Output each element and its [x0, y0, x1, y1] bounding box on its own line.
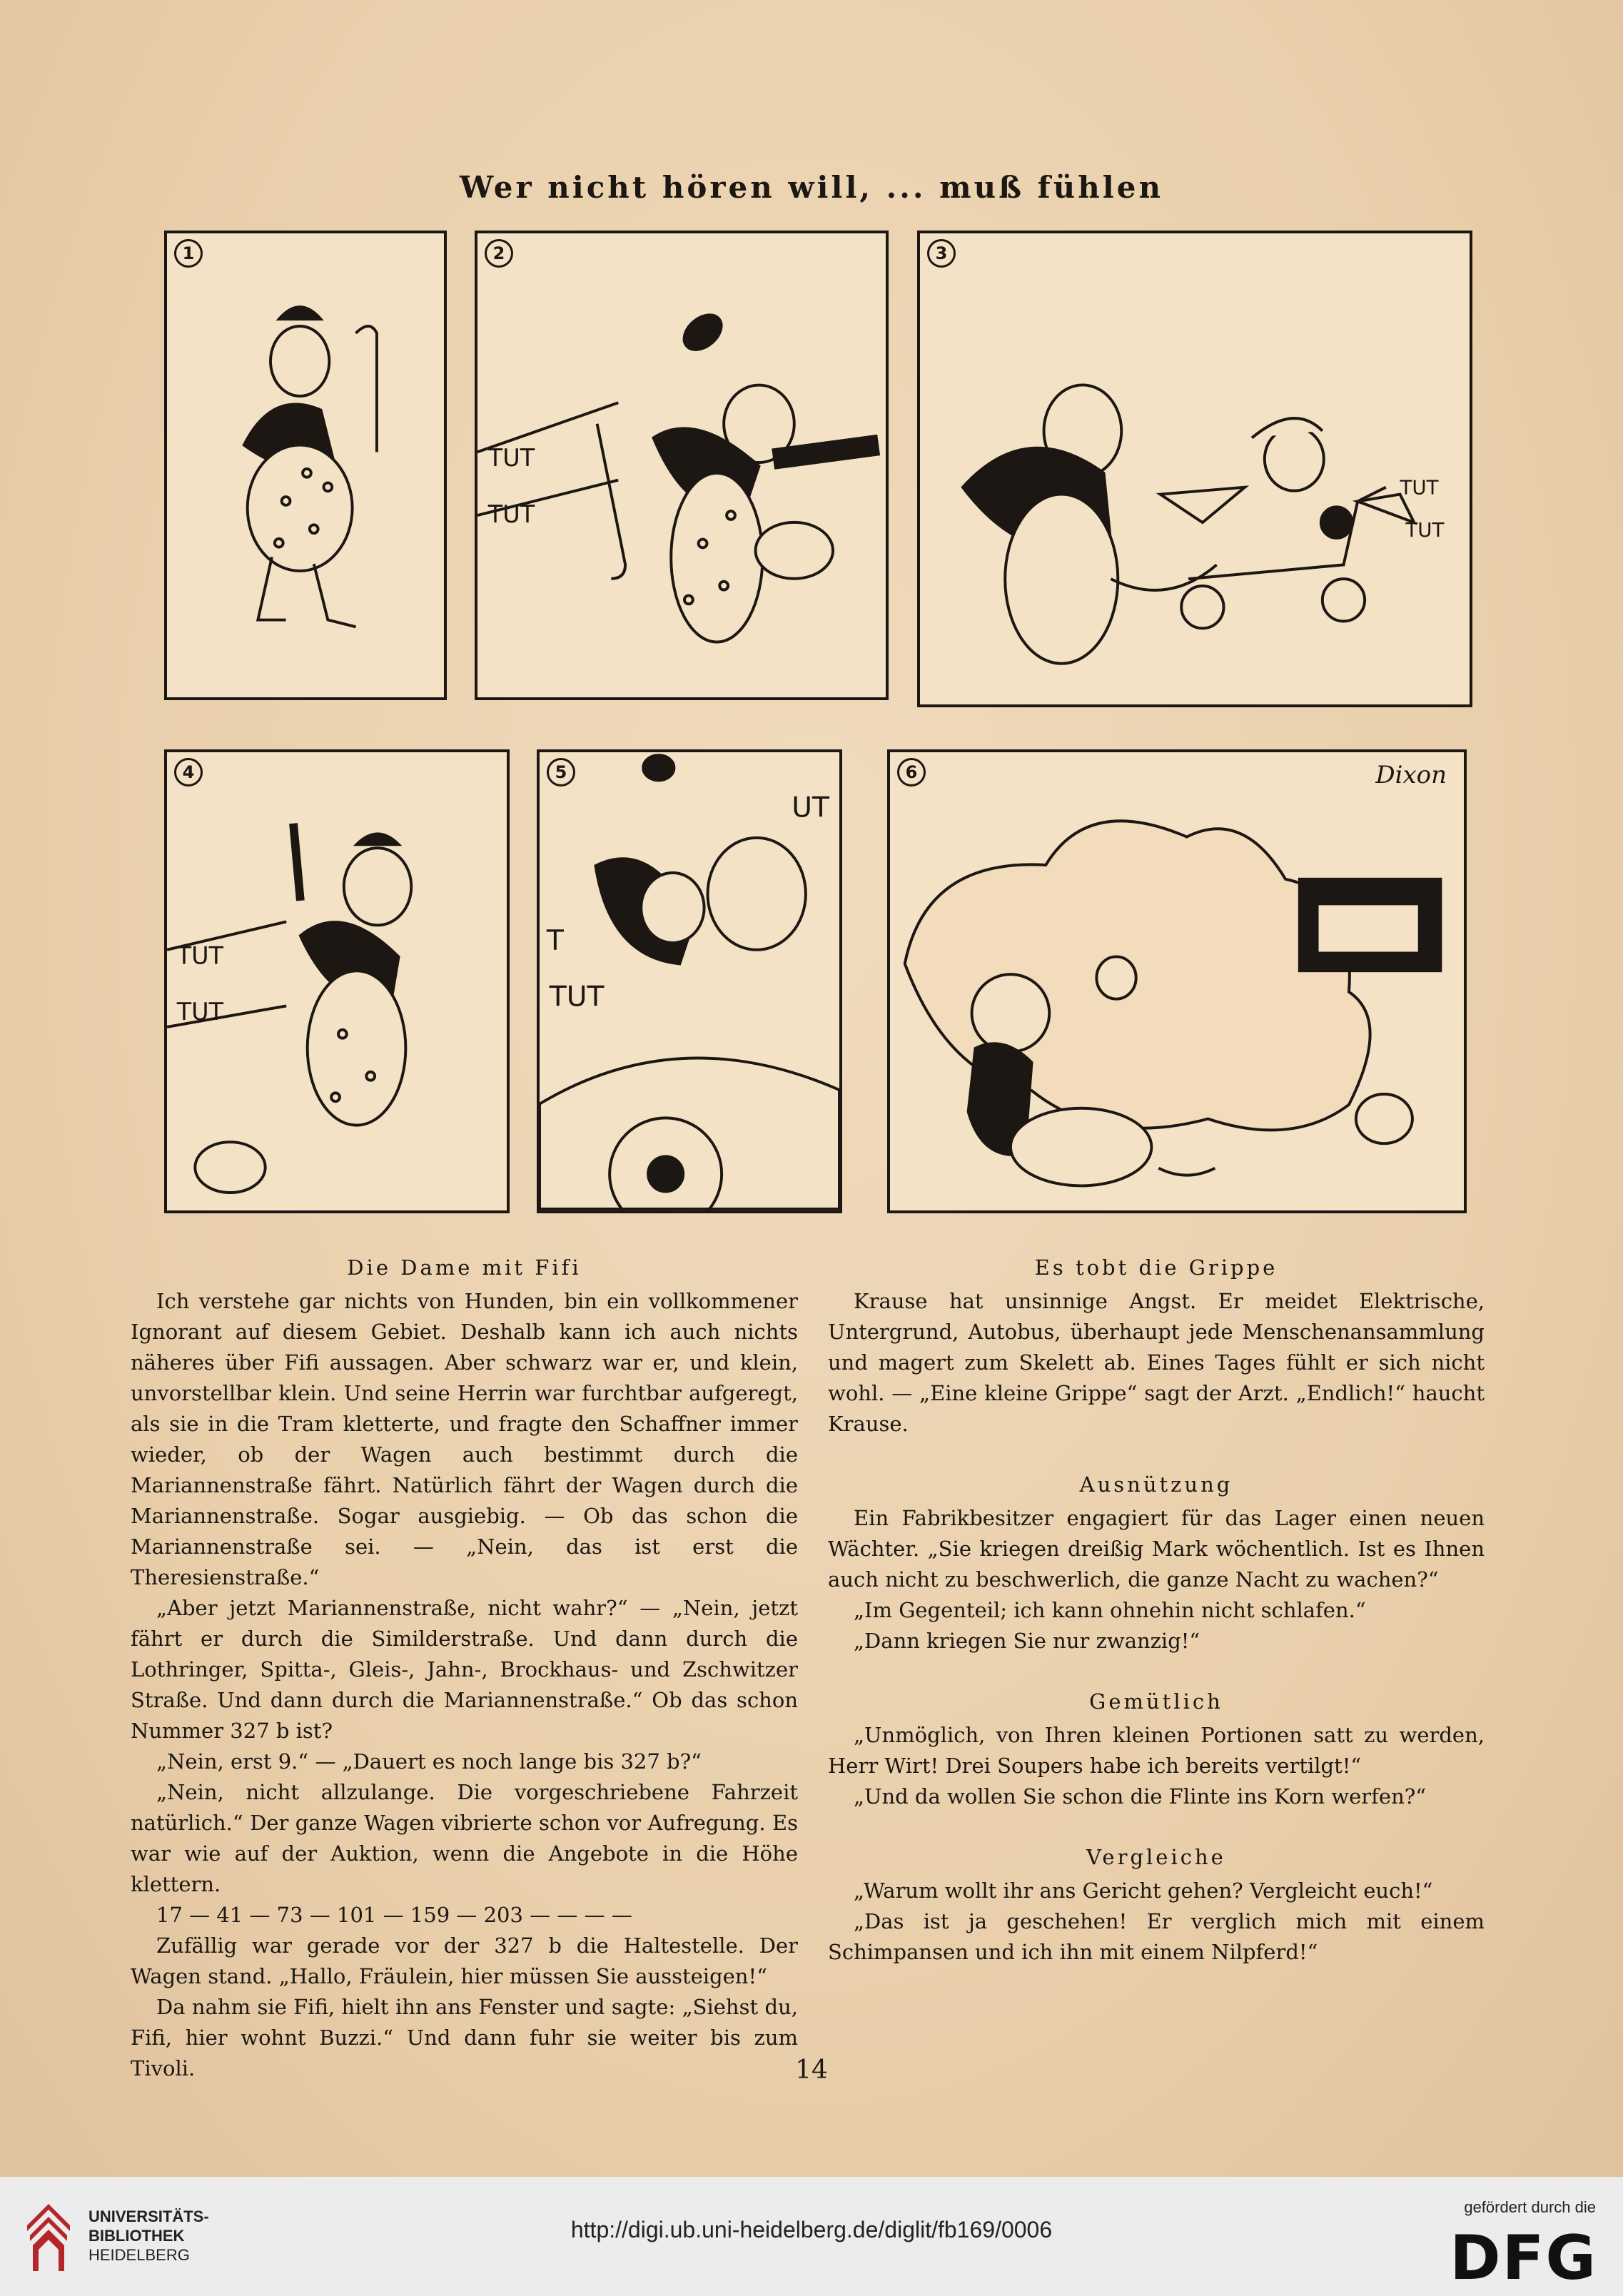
panel-number: 3: [927, 239, 956, 268]
section-paragraph: Krause hat unsinnige Angst. Er meidet Elektrische, Untergrund, Autobus, überhaupt jede Menschenansammlung und magert zum Skelett ab. Eines Tages fühlt er sich nicht wohl. — „Eine kleine Grippe“ sagt der Arzt. „Endlich!“ haucht Krause.: [828, 1289, 1485, 1436]
story-heading: Die Dame mit Fifi: [347, 1255, 582, 1280]
digitization-footer: [0, 2177, 1623, 2296]
panel-drawing: [477, 233, 886, 697]
panel-number: 2: [485, 239, 513, 268]
library-name-line: HEIDELBERG: [89, 2246, 190, 2264]
library-name-line: UNIVERSITÄTS-: [89, 2208, 209, 2225]
sound-effect-tut-2: TUT: [487, 500, 535, 528]
comic-panel-3: [917, 231, 1472, 707]
sound-effect-tut-2: TUT: [176, 998, 224, 1026]
sound-effect-ut: UT: [792, 792, 829, 824]
section-heading: Vergleiche: [1086, 1845, 1226, 1869]
section-paragraph: „Und da wollen Sie schon die Flinte ins Korn werfen?“: [854, 1784, 1427, 1809]
sound-effect-tut-1: TUT: [176, 941, 224, 970]
left-text-column: [131, 1253, 798, 2084]
story-paragraph: „Nein, nicht allzulange. Die vorgeschriebene Fahrzeit natürlich.“ Der ganze Wagen vibrierte schon vor Aufregung. Es war wie auf der Auktion, wenn die Angebote in die Höhe klettern.: [131, 1780, 798, 1896]
section-heading: Ausnützung: [1079, 1472, 1233, 1497]
panel-number: 5: [547, 758, 575, 787]
panel-drawing: [920, 233, 1470, 704]
section-paragraph: „Das ist ja geschehen! Er verglich mich mit einem Schimpansen und ich ihn mit einem Nilpferd!“: [828, 1909, 1485, 1964]
panel-number: 4: [174, 758, 203, 787]
panel-drawing: [540, 752, 839, 1210]
section-paragraph: „Im Gegenteil; ich kann ohnehin nicht schlafen.“: [854, 1598, 1366, 1622]
funded-by-label: gefördert durch die: [1464, 2198, 1596, 2216]
comic-panel-4: [164, 749, 510, 1213]
page-number: 14: [795, 2055, 828, 2085]
sound-effect-tut-1: TUT: [487, 443, 535, 472]
comic-panel-1: [164, 231, 447, 700]
story-paragraph: Zufällig war gerade vor der 327 b die Haltestelle. Der Wagen stand. „Hallo, Fräulein, hier müssen Sie aussteigen!“: [131, 1933, 798, 1988]
sound-effect-tut-1: TUT: [1400, 475, 1439, 500]
section-heading: Gemütlich: [1089, 1689, 1223, 1714]
story-paragraph: 17 — 41 — 73 — 101 — 159 — 203 — — — —: [156, 1903, 632, 1927]
sound-effect-t: T: [546, 924, 564, 957]
story-paragraph: „Nein, erst 9.“ — „Dauert es noch lange bis 327 b?“: [156, 1749, 702, 1774]
page-title: Wer nicht hören will, ... muß fühlen: [459, 170, 1163, 205]
section-paragraph: „Warum wollt ihr ans Gericht gehen? Vergleicht euch!“: [854, 1878, 1433, 1903]
section-heading: Es tobt die Grippe: [1034, 1255, 1278, 1280]
comic-panel-6: [887, 749, 1467, 1213]
artist-signature: Dixon: [1375, 761, 1447, 789]
story-paragraph: Ich verstehe gar nichts von Hunden, bin ein vollkommener Ignorant auf diesem Gebiet. Deshalb kann ich auch nichts näheres über Fifi aussagen. Aber schwarz war er, und klein, unvorstellbar klein. Und seine Herrin war furchtbar aufgeregt, als sie in die Tram kletterte, und fragte den Schaffner immer wieder, ob der Wagen auch bestimmt durch die Mariannenstraße fährt. Natürlich fährt der Wagen durch die Mariannenstraße. Sogar ausgiebig. — Ob das schon die Mariannenstraße sei. — „Nein, das ist erst die Theresienstraße.“: [131, 1289, 798, 1589]
story-paragraph: Da nahm sie Fifi, hielt ihn ans Fenster und sagte: „Siehst du, Fifi, hier wohnt Buzzi.“ Und dann fuhr sie weiter bis zum Tivoli.: [131, 1995, 798, 2080]
comic-panel-5: [537, 749, 842, 1213]
section-paragraph: „Dann kriegen Sie nur zwanzig!“: [854, 1629, 1200, 1653]
panel-number: 1: [174, 239, 203, 268]
sound-effect-tut: TUT: [549, 981, 605, 1013]
library-name-line: BIBLIOTHEK: [89, 2227, 185, 2245]
comic-panel-2: [475, 231, 889, 700]
panel-number: 6: [897, 758, 926, 787]
section-paragraph: Ein Fabrikbesitzer engagiert für das Lager einen neuen Wächter. „Sie kriegen dreißig Mark wöchentlich. Ist es Ihnen auch nicht zu beschwerlich, die ganze Nacht zu wachen?“: [828, 1506, 1485, 1592]
section-paragraph: „Unmöglich, von Ihren kleinen Portionen satt zu werden, Herr Wirt! Drei Soupers habe ich bereits vertilgt!“: [828, 1723, 1485, 1778]
panel-drawing: [167, 752, 507, 1210]
right-text-column: [828, 1253, 1485, 1968]
dfg-logo: DFG: [1450, 2222, 1597, 2294]
sound-effect-tut-2: TUT: [1405, 517, 1445, 542]
story-paragraph: „Aber jetzt Mariannenstraße, nicht wahr?“ — „Nein, jetzt fährt er durch die Similderstraße. Und dann durch die Lothringer, Spitta-, Gleis-, Jahn-, Brockhaus- und Zschwitzer Straße. Und dann durch die Mariannenstraße.“ Ob das schon Nummer 327 b ist?: [131, 1596, 798, 1743]
panel-drawing: [890, 752, 1464, 1210]
permalink-url[interactable]: http://digi.ub.uni-heidelberg.de/diglit/fb169/0006: [570, 2217, 1053, 2242]
panel-drawing: [167, 233, 444, 697]
